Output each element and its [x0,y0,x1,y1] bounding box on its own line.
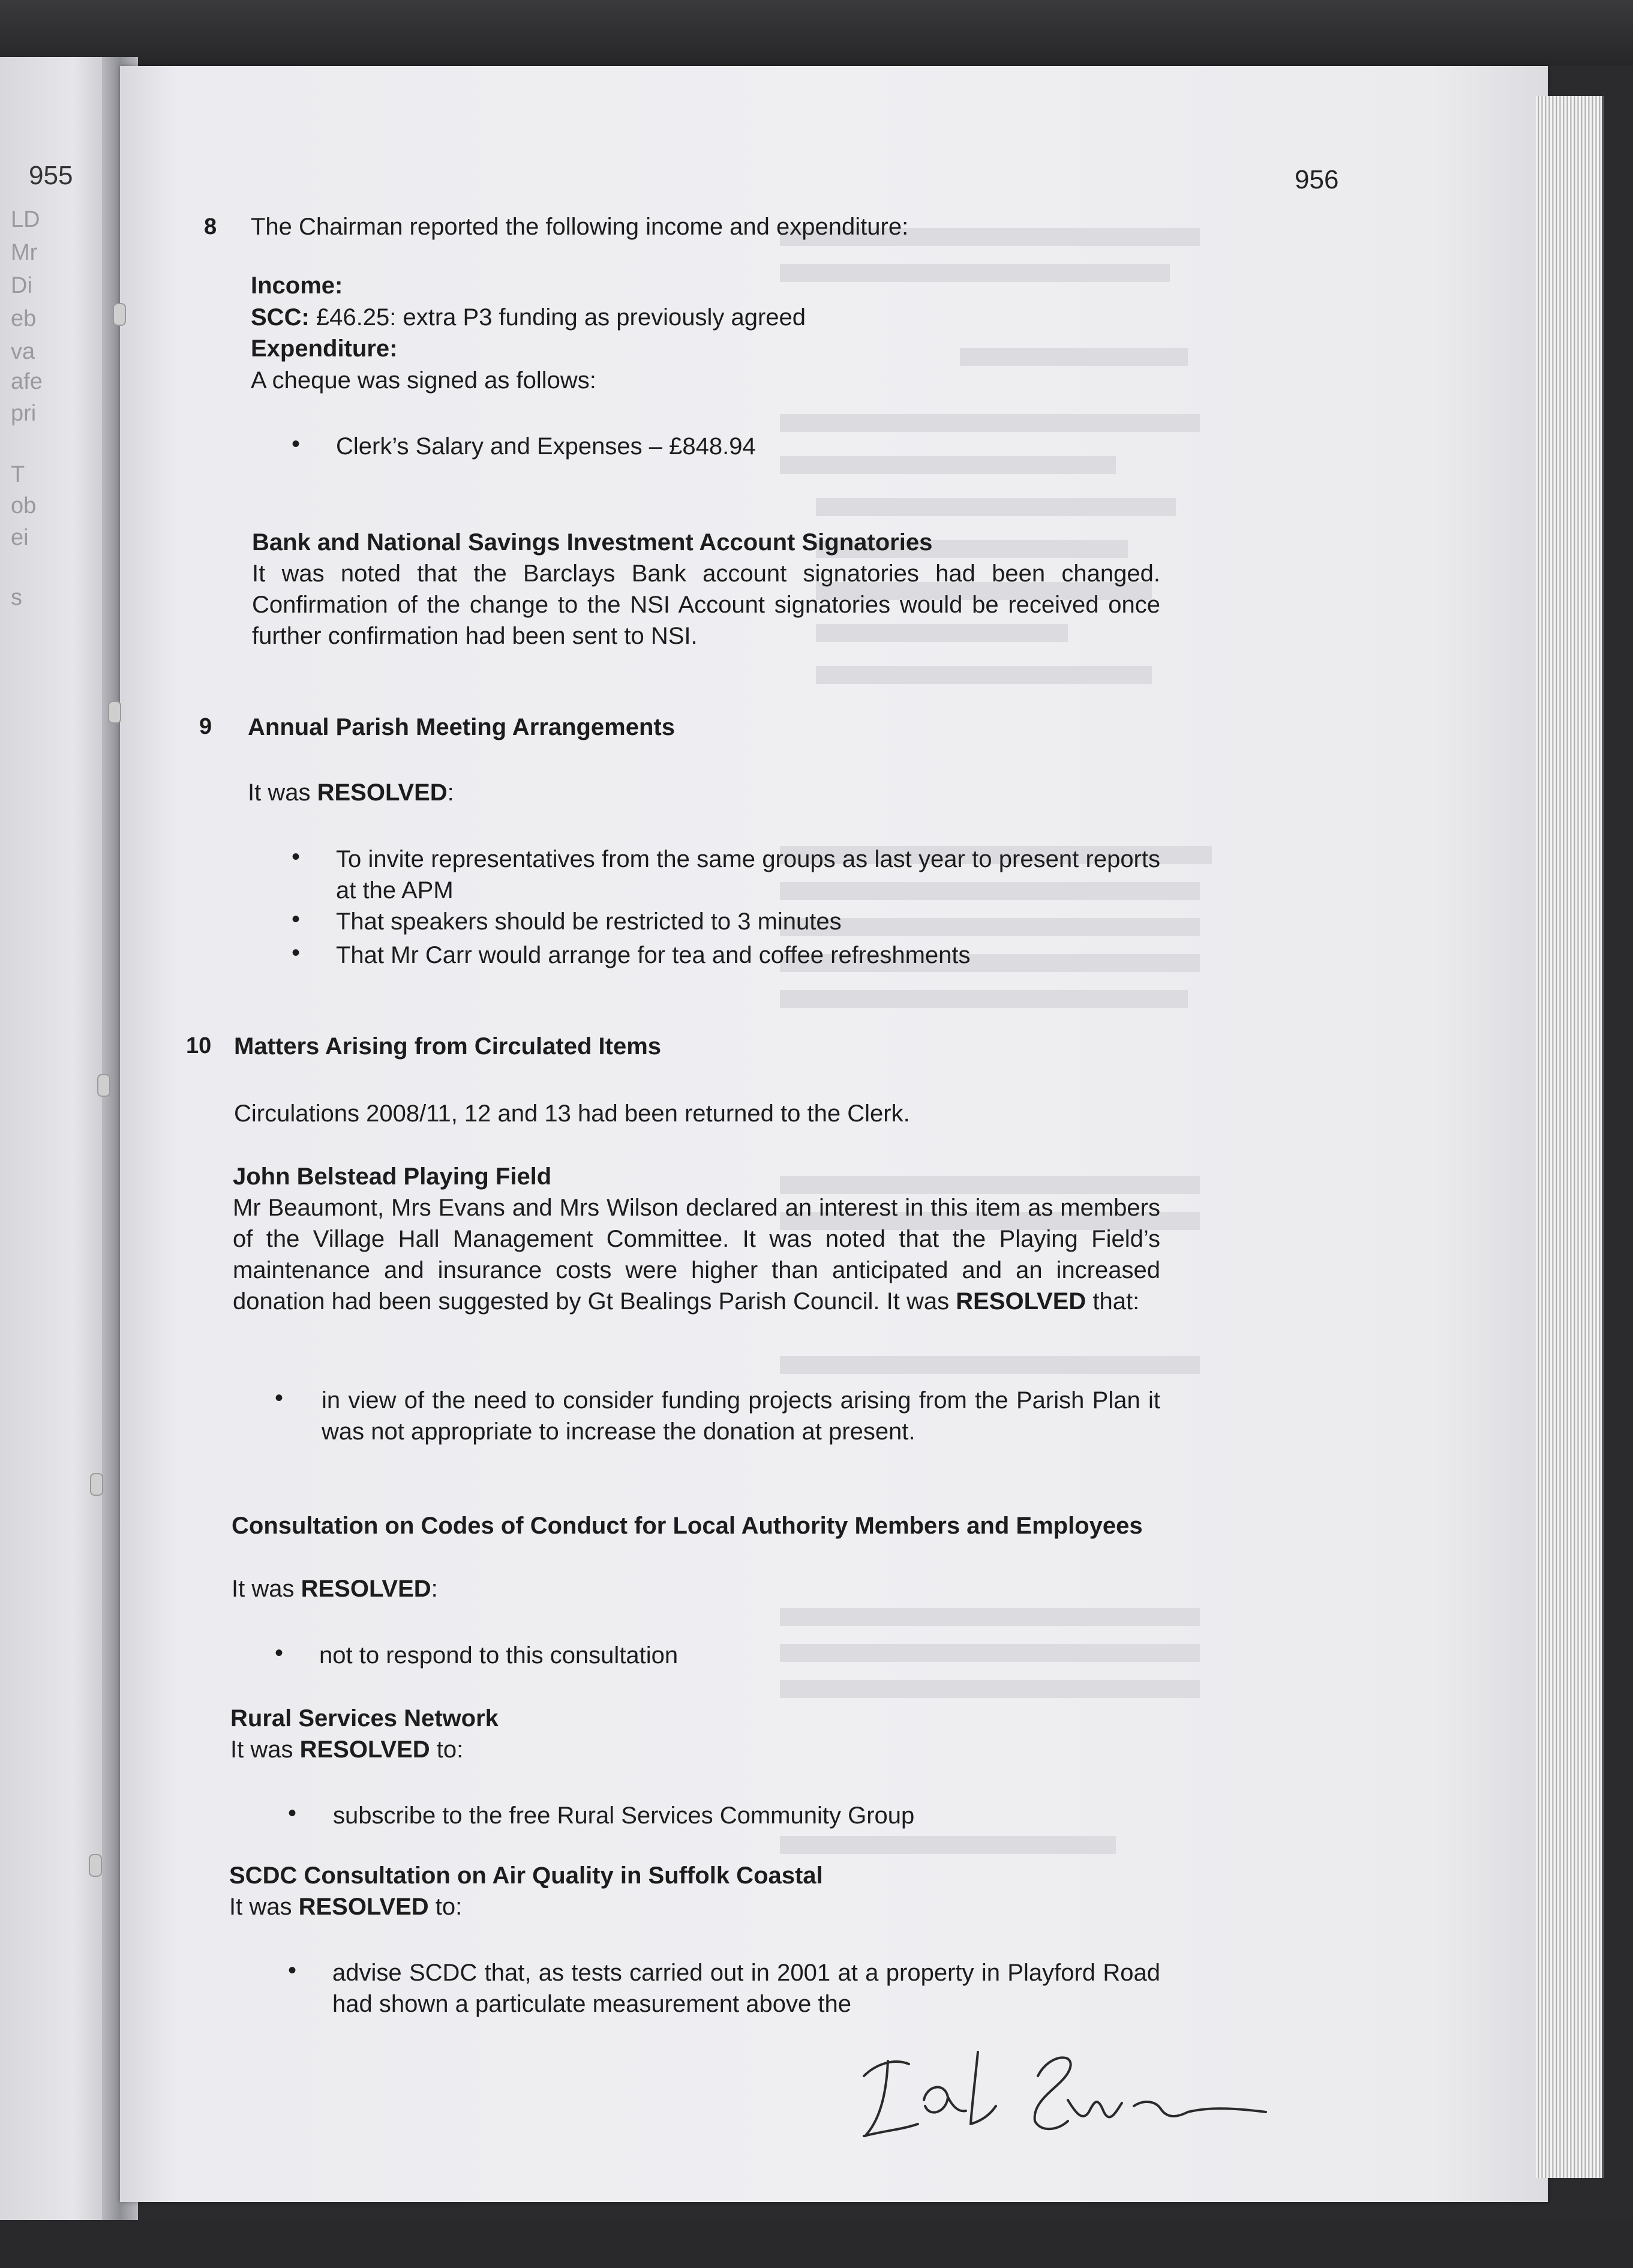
playing-field-text [233,1192,1160,1317]
bank-heading: Bank and National Savings Investment Account Signatories [252,529,933,556]
section8-intro: The Chairman reported the following income and expenditure: [251,214,909,240]
margin-fragment: va [11,339,35,364]
income-label: SCC: [251,304,310,331]
section9-bullet: To invite representatives from the same groups as last year to present reports at the APM [336,846,1160,904]
resolved-suffix: : [447,779,454,806]
resolved-suffix: to: [428,1894,463,1920]
binding-hole [89,1854,102,1877]
margin-fragment: afe [11,369,43,394]
resolved-prefix: It was [248,779,317,806]
expenditure-bullet: Clerk’s Salary and Expenses – £848.94 [336,433,756,460]
resolved-prefix: It was [229,1894,299,1920]
bullet-icon: • [288,1957,297,1984]
margin-fragment: pri [11,401,37,426]
codes-heading: Consultation on Codes of Conduct for Local Authority Members and Employees [232,1513,1143,1539]
section9-resolved-line [248,777,454,808]
section9-bullet: That Mr Carr would arrange for tea and coffee refreshments [336,942,971,968]
margin-fragment: s [11,585,22,610]
page-edges [1536,96,1604,2178]
income-line [251,302,806,333]
section9-heading: Annual Parish Meeting Arrangements [248,714,675,740]
resolved-word: RESOLVED [298,1894,429,1920]
resolved-word: RESOLVED [299,1736,430,1763]
binding-hole [113,303,126,326]
playing-field-bullet: in view of the need to consider funding projects arising from the Parish Plan it was not appropriate to increase the donation at present. [322,1387,1160,1445]
resolved-word: RESOLVED [956,1288,1086,1315]
bullet-icon: • [292,906,301,932]
resolved-word: RESOLVED [301,1576,431,1602]
codes-resolved-line [232,1573,438,1604]
rural-heading: Rural Services Network [230,1705,499,1732]
circulations-text: Circulations 2008/11, 12 and 13 had been returned to the Clerk. [234,1100,910,1127]
air-bullet: advise SCDC that, as tests carried out in 2001 at a property in Playford Road had shown a particulate measurement above the [332,1960,1160,2017]
bullet-icon: • [292,940,301,966]
section-number-9: 9 [199,714,212,739]
backdrop-bottom [0,2220,1633,2268]
resolved-suffix: : [431,1576,438,1602]
bullet-icon: • [275,1640,284,1666]
bullet-icon: • [292,844,301,870]
income-heading: Income: [251,272,343,299]
binding-hole [108,701,121,724]
resolved-suffix: to: [430,1736,464,1763]
playing-field-heading: John Belstead Playing Field [233,1163,552,1190]
bullet-icon: • [288,1800,297,1826]
margin-fragment: T [11,462,25,487]
expenditure-heading: Expenditure: [251,335,398,362]
margin-fragment: LD [11,207,40,232]
section-number-10: 10 [186,1033,212,1058]
income-text: £46.25: extra P3 funding as previously agreed [316,304,806,331]
section-number-8: 8 [204,214,217,239]
margin-fragment: Di [11,273,32,298]
binding-hole [97,1074,110,1097]
section9-bullet: That speakers should be restricted to 3 minutes [336,908,842,935]
resolved-prefix: It was [232,1576,301,1602]
bullet-icon: • [275,1385,284,1411]
margin-fragment: Mr [11,240,38,265]
margin-fragment: ei [11,525,29,550]
right-page-number: 956 [1295,165,1339,194]
bullet-icon: • [292,431,301,457]
binding-hole [90,1473,103,1496]
air-heading: SCDC Consultation on Air Quality in Suffolk Coastal [229,1862,823,1889]
handwritten-signature [852,2040,1284,2148]
playing-field-body: Mr Beaumont, Mrs Evans and Mrs Wilson declared an interest in this item as members of the Village Hall Management Committee. It was noted that the Playing Field’s maintenance and insurance costs were higher than anticipated and an increased donation had been suggested by Gt Bealings Parish Council. It was [233,1195,1160,1315]
left-page-number: 955 [29,161,73,190]
resolved-word: RESOLVED [317,779,448,806]
air-resolved-line [229,1891,462,1922]
expenditure-text: A cheque was signed as follows: [251,367,596,394]
show-through-texture [780,216,1380,2136]
codes-bullet: not to respond to this consultation [319,1642,679,1669]
backdrop [0,0,1633,66]
margin-fragment: eb [11,306,37,331]
resolved-prefix: It was [230,1736,300,1763]
resolved-suffix: that: [1086,1288,1140,1315]
rural-resolved-line [230,1734,463,1765]
bank-text: It was noted that the Barclays Bank account signatories had been changed. Confirmation of the change to the NSI Account signatories would be received once further confirmation had been sent to NSI. [252,560,1160,649]
rural-bullet: subscribe to the free Rural Services Community Group [333,1802,915,1829]
section10-heading: Matters Arising from Circulated Items [234,1033,662,1060]
margin-fragment: ob [11,493,37,518]
